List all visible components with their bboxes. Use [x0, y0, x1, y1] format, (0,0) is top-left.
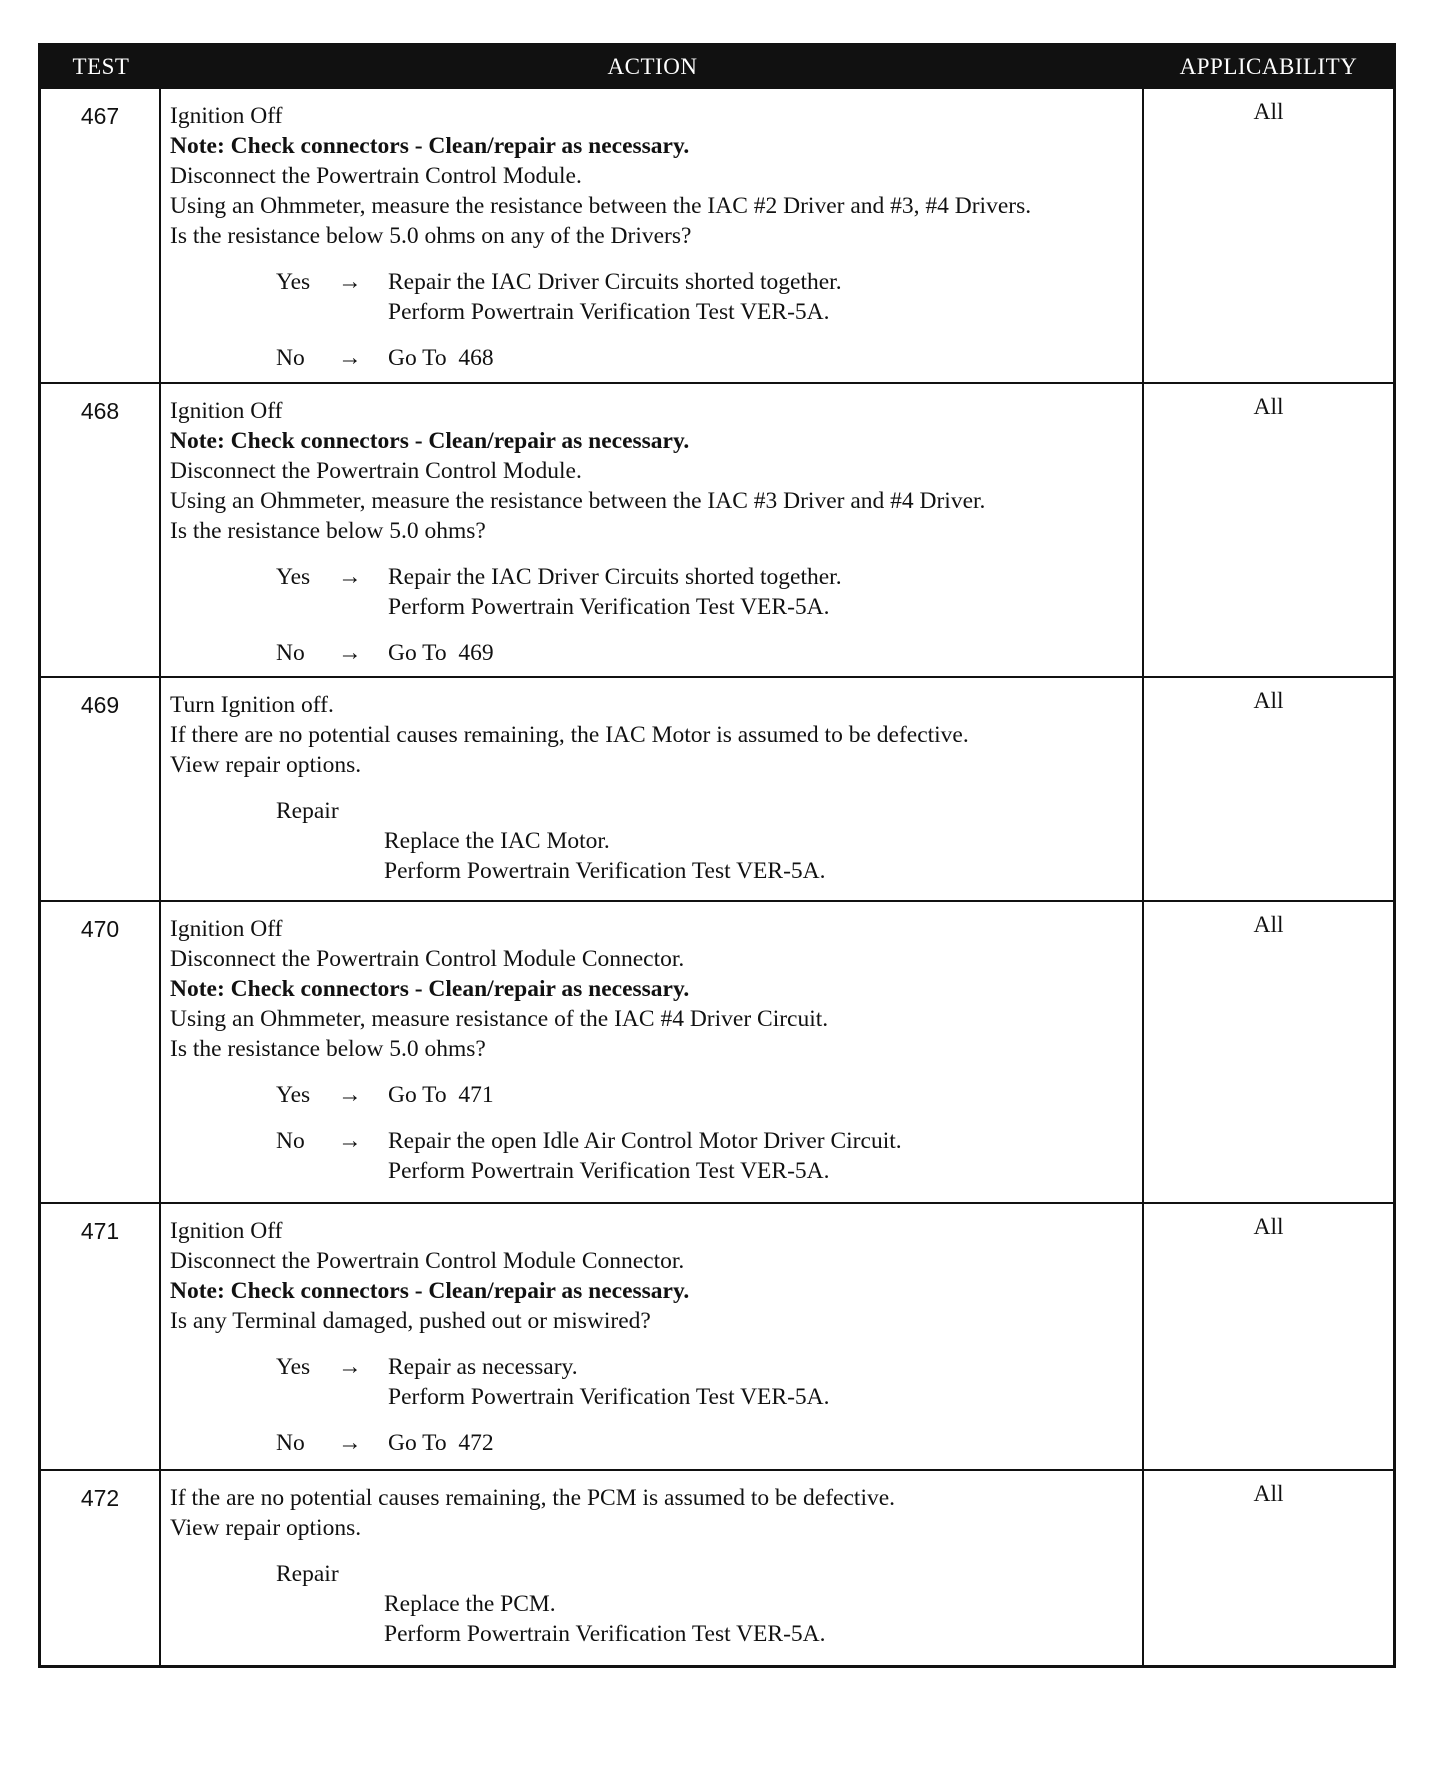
- yes-label: Yes: [276, 1082, 311, 1108]
- table-row: [41, 900, 1393, 1202]
- arrow-icon: →: [338, 1354, 362, 1380]
- no-branch: [276, 1428, 1136, 1458]
- no-label: No: [276, 1430, 305, 1456]
- arrow-icon: →: [338, 345, 362, 371]
- action-line: Disconnect the Powertrain Control Module Connector.: [170, 946, 685, 972]
- no-result-line: Go To 472: [388, 1430, 494, 1456]
- table-row: [41, 1202, 1393, 1469]
- yes-label: Yes: [276, 564, 311, 590]
- repair-label: Repair: [276, 1561, 339, 1587]
- action-line: Using an Ohmmeter, measure the resistance between the IAC #2 Driver and #3, #4 Drivers.: [170, 193, 1032, 219]
- applicability-cell: All: [1253, 688, 1284, 714]
- action-line: Using an Ohmmeter, measure resistance of the IAC #4 Driver Circuit.: [170, 1006, 829, 1032]
- note-line: Note: Check connectors - Clean/repair as necessary.: [170, 133, 690, 159]
- table-row: [41, 676, 1393, 900]
- applicability-cell: All: [1253, 912, 1284, 938]
- question-line: Is the resistance below 5.0 ohms?: [170, 518, 486, 544]
- applicability-cell: All: [1253, 99, 1284, 125]
- action-line: Ignition Off: [170, 1218, 283, 1244]
- table-header: [41, 46, 1393, 87]
- applicability-cell: All: [1253, 394, 1284, 420]
- repair-block: [276, 1559, 1136, 1649]
- applicability-cell: All: [1253, 1481, 1284, 1507]
- arrow-icon: →: [338, 640, 362, 666]
- repair-block: [276, 796, 1136, 886]
- repair-step: Replace the IAC Motor.: [384, 828, 610, 854]
- test-number: 472: [41, 1471, 161, 1665]
- no-label: No: [276, 345, 305, 371]
- action-line: Disconnect the Powertrain Control Module Connector.: [170, 1248, 685, 1274]
- header-action: ACTION: [607, 53, 698, 79]
- table-row: [41, 382, 1393, 676]
- header-test: TEST: [72, 53, 130, 79]
- action-cell: [161, 902, 1144, 1202]
- question-line: Is any Terminal damaged, pushed out or miswired?: [170, 1308, 651, 1334]
- test-number: 471: [41, 1204, 161, 1469]
- arrow-icon: →: [338, 269, 362, 295]
- test-number: 468: [41, 384, 161, 676]
- no-result-line: Go To 469: [388, 640, 494, 666]
- repair-label: Repair: [276, 798, 339, 824]
- action-cell: [161, 89, 1144, 382]
- table-row: [41, 87, 1393, 382]
- action-line: Disconnect the Powertrain Control Module.: [170, 458, 582, 484]
- repair-step: Perform Powertrain Verification Test VER-5A.: [384, 858, 826, 884]
- repair-step: Replace the PCM.: [384, 1591, 556, 1617]
- yes-result-line: Repair as necessary.: [388, 1354, 578, 1380]
- yes-result-line: Repair the IAC Driver Circuits shorted together.: [388, 564, 842, 590]
- yes-result-line: Perform Powertrain Verification Test VER-5A.: [388, 299, 830, 325]
- action-line: If the are no potential causes remaining, the PCM is assumed to be defective.: [170, 1485, 896, 1511]
- action-line: Ignition Off: [170, 398, 283, 424]
- diagnostic-test-table: [38, 43, 1396, 1668]
- arrow-icon: →: [338, 564, 362, 590]
- yes-result-line: Perform Powertrain Verification Test VER-5A.: [388, 594, 830, 620]
- yes-result-line: Perform Powertrain Verification Test VER-5A.: [388, 1384, 830, 1410]
- test-number: 470: [41, 902, 161, 1202]
- note-line: Note: Check connectors - Clean/repair as necessary.: [170, 428, 690, 454]
- action-line: Ignition Off: [170, 103, 283, 129]
- no-label: No: [276, 640, 305, 666]
- no-label: No: [276, 1128, 305, 1154]
- arrow-icon: →: [338, 1430, 362, 1456]
- yes-label: Yes: [276, 269, 311, 295]
- no-result-line: Go To 468: [388, 345, 494, 371]
- yes-branch: [276, 562, 1136, 622]
- note-line: Note: Check connectors - Clean/repair as necessary.: [170, 976, 690, 1002]
- no-branch: [276, 638, 1136, 668]
- action-line: Ignition Off: [170, 916, 283, 942]
- arrow-icon: →: [338, 1128, 362, 1154]
- action-line: Disconnect the Powertrain Control Module.: [170, 163, 582, 189]
- note-line: Note: Check connectors - Clean/repair as necessary.: [170, 1278, 690, 1304]
- table-row: [41, 1469, 1393, 1665]
- no-branch: [276, 343, 1136, 373]
- applicability-cell: All: [1253, 1214, 1284, 1240]
- action-line: View repair options.: [170, 752, 362, 778]
- question-line: Is the resistance below 5.0 ohms on any of the Drivers?: [170, 223, 692, 249]
- repair-step: Perform Powertrain Verification Test VER-5A.: [384, 1621, 826, 1647]
- action-line: If there are no potential causes remaining, the IAC Motor is assumed to be defective.: [170, 722, 969, 748]
- action-cell: [161, 678, 1144, 900]
- question-line: Is the resistance below 5.0 ohms?: [170, 1036, 486, 1062]
- action-cell: [161, 1471, 1144, 1665]
- yes-branch: [276, 1352, 1136, 1412]
- action-line: Turn Ignition off.: [170, 692, 334, 718]
- yes-label: Yes: [276, 1354, 311, 1380]
- yes-result-line: Go To 471: [388, 1082, 494, 1108]
- action-line: Using an Ohmmeter, measure the resistance between the IAC #3 Driver and #4 Driver.: [170, 488, 986, 514]
- test-number: 469: [41, 678, 161, 900]
- yes-branch: [276, 267, 1136, 327]
- no-result-line: Repair the open Idle Air Control Motor Driver Circuit.: [388, 1128, 902, 1154]
- arrow-icon: →: [338, 1082, 362, 1108]
- action-cell: [161, 1204, 1144, 1469]
- no-result-line: Perform Powertrain Verification Test VER-5A.: [388, 1158, 830, 1184]
- action-line: View repair options.: [170, 1515, 362, 1541]
- header-applicability: APPLICABILITY: [1179, 53, 1358, 79]
- action-cell: [161, 384, 1144, 676]
- no-branch: [276, 1126, 1136, 1186]
- test-number: 467: [41, 89, 161, 382]
- yes-branch: [276, 1080, 1136, 1110]
- yes-result-line: Repair the IAC Driver Circuits shorted together.: [388, 269, 842, 295]
